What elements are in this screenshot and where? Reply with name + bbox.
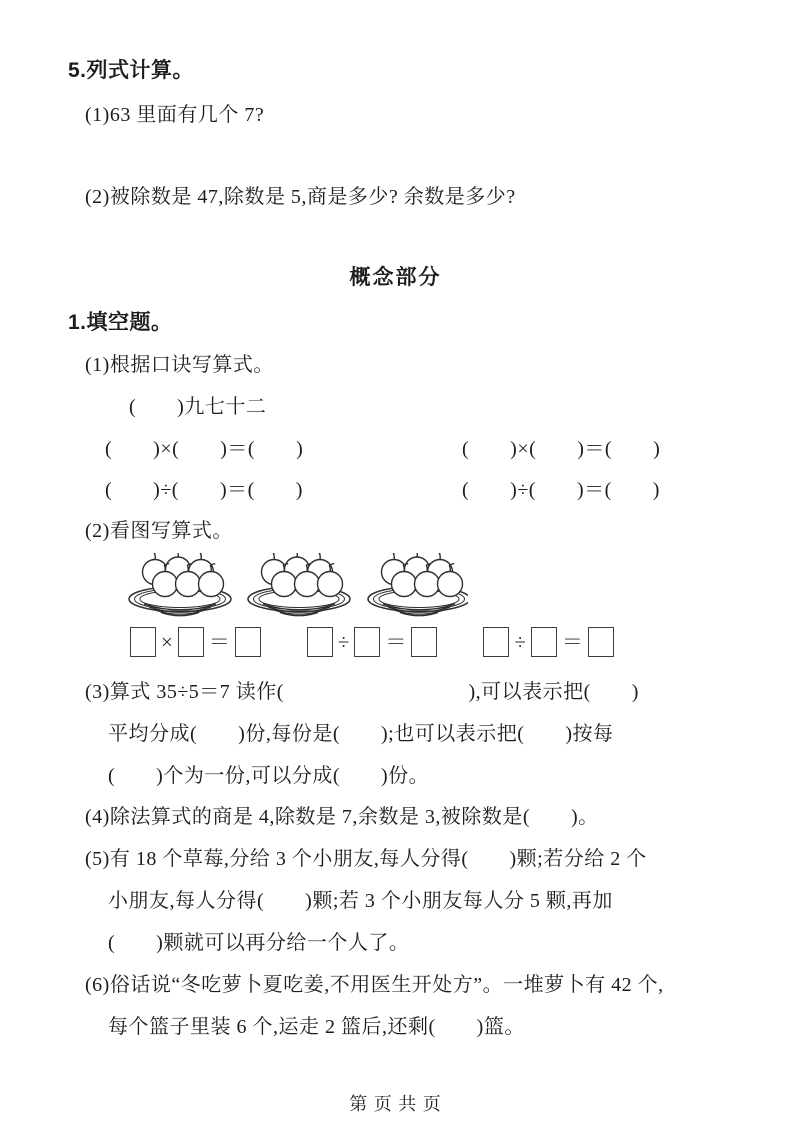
answer-box: [354, 627, 380, 657]
q3-line-3: ( )个为一份,可以分成( )份。: [108, 765, 430, 787]
q1-mul-equation-left: ( )×( )＝( ): [105, 438, 304, 460]
answer-box: [178, 627, 204, 657]
answer-box: [235, 627, 261, 657]
question-5-1: (1)63 里面有几个 7?: [85, 104, 265, 126]
section-1-title: 1.填空题。: [68, 311, 173, 334]
q3-line-1: (3)算式 35÷5＝7 读作( ),可以表示把( ): [85, 681, 639, 703]
q1-multiplication-row: [105, 436, 723, 462]
question-5-2: (2)被除数是 47,除数是 5,商是多少? 余数是多少?: [85, 186, 516, 208]
answer-box: [130, 627, 156, 657]
divide-operator: ÷: [337, 630, 350, 654]
q4-line-1: (4)除法算式的商是 4,除数是 7,余数是 3,被除数是( )。: [85, 806, 599, 828]
q3-line-2: 平均分成( )份,每份是( );也可以表示把( )按每: [108, 723, 614, 745]
equals-sign: ＝: [561, 630, 583, 654]
equals-sign: ＝: [208, 630, 230, 654]
q1-mul-equation-right: ( )×( )＝( ): [462, 438, 661, 460]
multiply-operator: ×: [161, 630, 173, 654]
answer-box: [531, 627, 557, 657]
q2-label: (2)看图写算式。: [85, 520, 233, 542]
q5-line-3: ( )颗就可以再分给一个人了。: [108, 932, 410, 954]
page-footer: 第 页 共 页: [349, 1094, 442, 1114]
q2-equation-group-1: [127, 627, 264, 657]
apples-plates-illustration: [128, 553, 468, 619]
q6-line-1: (6)俗话说“冬吃萝卜夏吃姜,不用医生开处方”。一堆萝卜有 42 个,: [85, 974, 664, 996]
answer-box: [483, 627, 509, 657]
divide-operator: ÷: [514, 630, 526, 654]
q2-equation-group-2: [304, 627, 441, 657]
q5-line-1: (5)有 18 个草莓,分给 3 个小朋友,每人分得( )颗;若分给 2 个: [85, 848, 647, 870]
q2-equation-group-3: [480, 627, 617, 657]
q1-division-row: [105, 477, 723, 503]
equals-sign: ＝: [385, 630, 407, 654]
section-5-title: 5.列式计算。: [68, 59, 195, 82]
q1-label: (1)根据口诀写算式。: [85, 354, 274, 376]
q6-line-2: 每个篮子里装 6 个,运走 2 篮后,还剩( )篮。: [108, 1016, 525, 1038]
answer-box: [588, 627, 614, 657]
apples-illustration-row: [128, 553, 723, 619]
concept-section-heading: 概念部分: [349, 266, 442, 289]
answer-box: [307, 627, 333, 657]
q1-div-equation-left: ( )÷( )＝( ): [105, 479, 303, 501]
q1-mnemonic-blank: ( )九七十二: [129, 396, 267, 418]
q5-line-2: 小朋友,每人分得( )颗;若 3 个小朋友每人分 5 颗,再加: [108, 890, 613, 912]
answer-box: [411, 627, 437, 657]
q1-div-equation-right: ( )÷( )＝( ): [462, 479, 660, 501]
q2-equation-boxes-row: [127, 625, 723, 659]
